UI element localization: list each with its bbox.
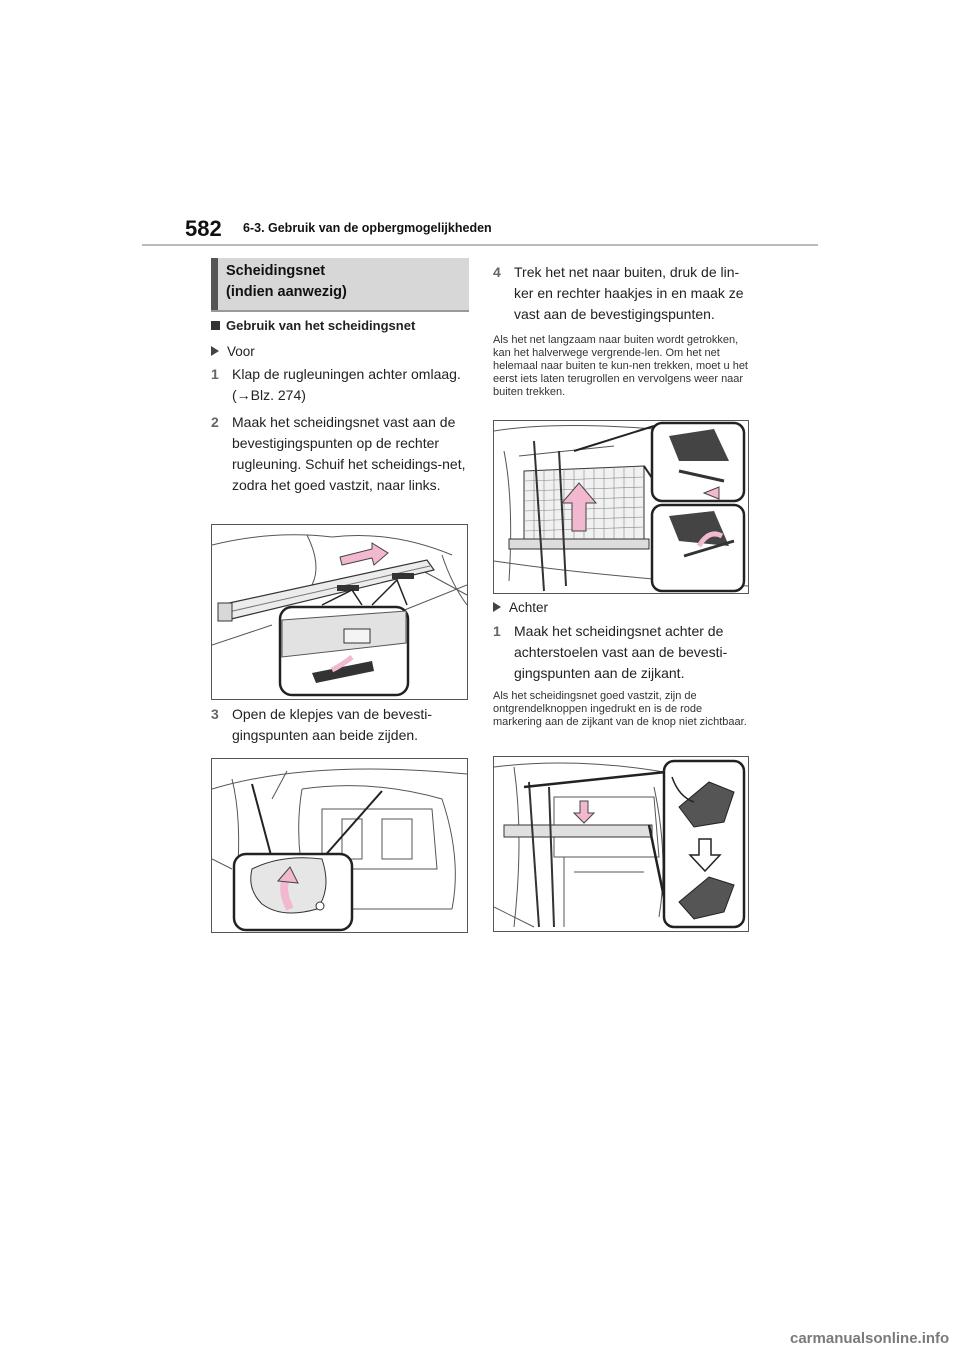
section-reference: 6-3. Gebruik van de opbergmogelijkheden <box>243 221 492 235</box>
step-number: 2 <box>211 414 219 430</box>
step-text: Maak het scheidingsnet vast aan de bevestigingspunten op de rechter rugleuning. Schuif het scheidings-net, zodra het goed vastzit, naar links. <box>232 414 466 493</box>
step-text: Open de klepjes van de bevesti-gingspunten aan beide zijden. <box>232 706 433 743</box>
front-step-1 <box>211 364 466 406</box>
watermark: carmanualsonline.info <box>790 1330 950 1347</box>
front-step-4 <box>493 262 748 325</box>
section-title-line1: Scheidingsnet <box>226 263 326 279</box>
step-number: 1 <box>493 623 501 639</box>
step-text: Trek het net naar buiten, druk de lin-ker en rechter haakjes in en maak ze vast aan de bevestigingspunten. <box>514 264 744 322</box>
subheading <box>211 318 415 333</box>
rear-label <box>493 600 548 615</box>
figure-open-covers <box>211 758 468 933</box>
slide-left-arrow-icon <box>340 543 388 565</box>
front-label <box>211 344 255 359</box>
front-step-2 <box>211 412 466 496</box>
figure-pull-net <box>493 420 749 594</box>
triangle-bullet-icon <box>493 602 501 612</box>
step-text: Maak het scheidingsnet achter de achterstoelen vast aan de bevesti-gingspunten aan de zijkant. <box>514 623 728 681</box>
title-underline <box>211 310 469 312</box>
figure-net-attach <box>211 524 468 700</box>
subheading-text: Gebruik van het scheidingsnet <box>226 318 416 333</box>
front-label-text: Voor <box>227 344 255 359</box>
header-divider <box>142 244 818 246</box>
step-number: 1 <box>211 366 219 382</box>
step-text: Klap de rugleuningen achter omlaag. (→Blz. 274) <box>232 366 461 403</box>
section-title <box>211 258 469 310</box>
step-number: 3 <box>211 706 219 722</box>
rear-label-text: Achter <box>509 600 549 615</box>
rear-step-1 <box>493 621 748 684</box>
page-number: 582 <box>185 216 222 241</box>
rear-note: Als het scheidingsnet goed vastzit, zijn de ontgrendelknoppen ingedrukt en is de rode markering aan de zijkant van de knop niet zichtbaar. <box>493 690 747 728</box>
figure-rear-attach <box>493 756 749 932</box>
step-number: 4 <box>493 264 501 280</box>
front-step-3 <box>211 704 466 746</box>
front-note: Als het net langzaam naar buiten wordt getrokken, kan het halverwege vergrende-len. Om het net helemaal naar buiten te kun-nen trekken, moet u het eerst iets laten terugrollen en vervolgens weer naar buiten trekken. <box>493 334 748 398</box>
triangle-bullet-icon <box>211 346 219 356</box>
square-bullet-icon <box>211 321 220 330</box>
press-down-arrow-icon <box>574 801 594 823</box>
section-title-line2: (indien aanwezig) <box>226 284 347 300</box>
